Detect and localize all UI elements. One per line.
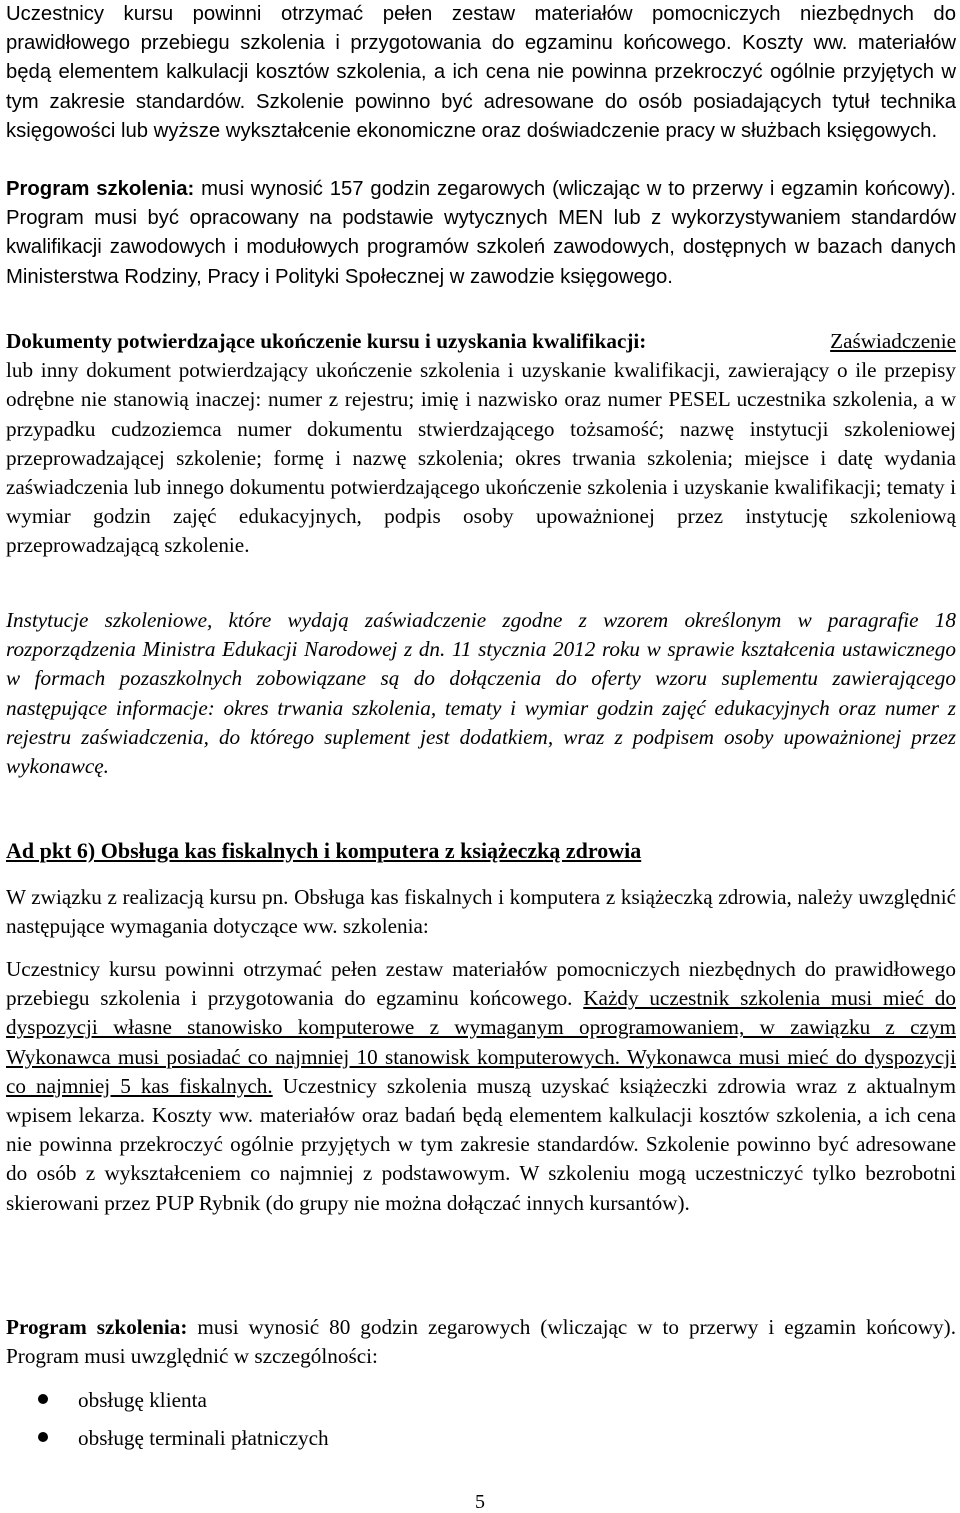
paragraph-institutions — [6, 606, 956, 781]
paragraph-program-accounting — [6, 175, 956, 292]
list-item — [0, 1381, 329, 1419]
list-item — [0, 1419, 329, 1457]
program-label: Program szkolenia: — [6, 178, 195, 200]
section-heading: Ad pkt 6) Obsługa kas fiskalnych i komputera z książeczką zdrowia — [6, 838, 642, 863]
topics-list — [0, 1381, 329, 1457]
intro-text: W związku z realizacją kursu pn. Obsługa kas fiskalnych i komputera z książeczką zdrowia, należy uwzględnić następujące wymagania dotyczące ww. szkolenia: — [6, 885, 956, 939]
requirements-text-after: Uczestnicy szkolenia muszą uzyskać książeczki zdrowia wraz z aktualnym wpisem lekarza. Koszty ww. materiałów oraz badań będą elementem kalkulacji kosztów szkolenia, a ich cena nie powinna przekroczyć ogólnie przyjętych w tym zakresie standardów. Szkolenie powinno być adresowane do osób z wykształceniem co najmniej z podstawowym. W szkoleniu mogą uczestniczyć tylko bezrobotni skierowani przez PUP Rybnik (do grupy nie można dołączać innych kursantów). — [6, 1073, 956, 1215]
documents-text: lub inny dokument potwierdzający ukończenie szkolenia i uzyskanie kwalifikacji, zawierający o ile przepisy odrębne nie stanowią inaczej: numer z rejestru; imię i nazwisko oraz numer PESEL uczestnika szkolenia, a w przypadku cudzoziemca numer dokumentu stwierdzającego tożsamość; nazwę instytucji szkoleniowej przeprowadzającej szkolenie; formę i nazwę szkolenia; okres trwania szkolenia; miejsce i datę wydania zaświadczenia lub innego dokumentu potwierdzającego ukończenie szkolenia i uzyskanie kwalifikacji; tematy i wymiar godzin zajęć edukacyjnych, podpis osoby upoważnionej przez instytucję szkoleniową przeprowadzającą szkolenie. — [6, 358, 956, 558]
paragraph-intro-fiscal — [6, 883, 956, 941]
paragraph-requirements-fiscal — [6, 955, 956, 1218]
bullet-icon — [38, 1394, 48, 1404]
documents-label: Dokumenty potwierdzające ukończenie kursu i uzyskania kwalifikacji: — [6, 329, 647, 353]
requirements-text-before: Uczestnicy kursu powinni otrzymać pełen zestaw materiałów pomocniczych niezbędnych do prawidłowego przebiegu szkolenia i przygotowania do egzaminu końcowego. — [6, 957, 956, 1011]
program-label-fiscal: Program szkolenia: — [6, 1315, 188, 1339]
certificate-link: Zaświadczenie — [830, 329, 956, 353]
bullet-icon — [38, 1432, 48, 1442]
paragraph-program-fiscal — [6, 1313, 956, 1371]
list-item-text: obsługę terminali płatniczych — [78, 1426, 329, 1450]
paragraph-documents — [6, 327, 956, 561]
list-item-text: obsługę klienta — [78, 1388, 207, 1412]
paragraph-materials-accounting — [6, 0, 956, 146]
institutions-text: Instytucje szkoleniowe, które wydają zaświadczenie zgodne z wzorem określonym w paragrafie 18 rozporządzenia Ministra Edukacji Narodowej z dn. 11 stycznia 2012 roku w sprawie kształcenia ustawicznego w formach pozaszkolnych zobowiązane są do dołączenia do oferty wzoru suplementu zawierającego następujące informacje: okres trwania szkolenia, tematy i wymiar godzin zajęć edukacyjnych oraz numer z rejestru zaświadczenia, do którego suplement jest dodatkiem, wraz z podpisem osoby upoważnionej przez wykonawcę. — [6, 608, 956, 779]
program-text: musi wynosić 157 godzin zegarowych (wliczając w to przerwy i egzamin końcowy). Program musi być opracowany na podstawie wytycznych MEN lub z wykorzystywaniem standardów kwalifikacji zawodowych i modułowych programów szkoleń zawodowych, dostępnych w bazach danych Ministerstwa Rodziny, Pracy i Polityki Społecznej w zawodzie księgowego. — [6, 178, 956, 288]
page-number: 5 — [475, 1491, 485, 1513]
paragraph-text: Uczestnicy kursu powinni otrzymać pełen zestaw materiałów pomocniczych niezbędnych do prawidłowego przebiegu szkolenia i przygotowania do egzaminu końcowego. Koszty ww. materiałów będą elementem kalkulacji kosztów szkolenia, a ich cena nie powinna przekroczyć ogólnie przyjętych w tym zakresie standardów. Szkolenie powinno być adresowane do osób posiadających tytuł technika księgowości lub wyższe wykształcenie ekonomiczne oraz doświadczenie pracy w służbach księgowych. — [6, 3, 956, 142]
program-text-fiscal: musi wynosić 80 godzin zegarowych (wliczając w to przerwy i egzamin końcowy). Program musi uwzględnić w szczególności: — [6, 1315, 956, 1369]
requirements-underlined: Każdy uczestnik szkolenia musi mieć do dyspozycji własne stanowisko komputerowe z wymaganym oprogramowaniem, w zawiązku z czym Wykonawca musi posiadać co najmniej 10 stanowisk komputerowych. Wykonawca musi mieć do dyspozycji co najmniej 5 kas fiskalnych. — [6, 986, 956, 1098]
